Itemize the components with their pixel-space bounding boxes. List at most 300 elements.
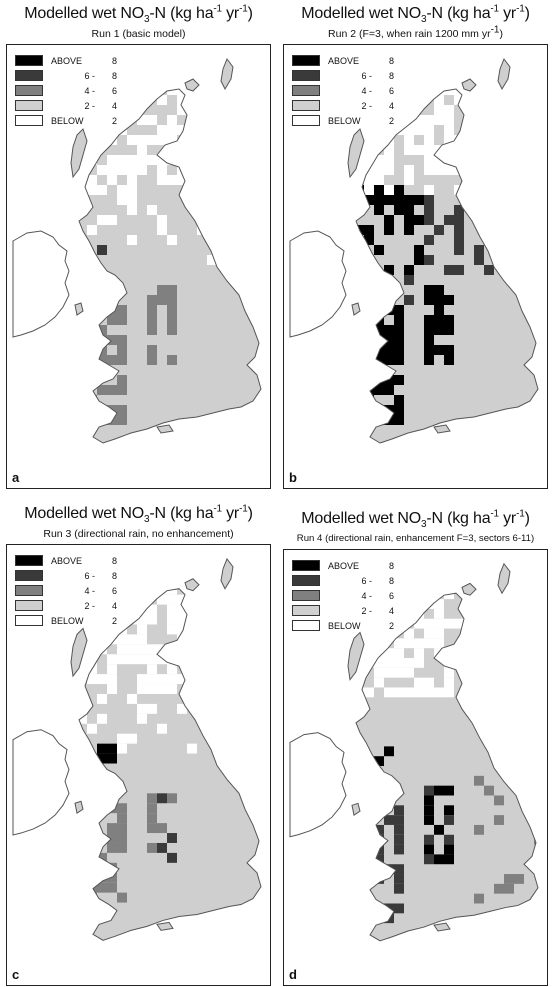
grid-cell — [414, 638, 424, 648]
grid-cell — [67, 704, 77, 714]
isle-of-man-coastline — [75, 801, 83, 813]
legend-value: 2 — [388, 620, 394, 631]
grid-cell — [354, 903, 364, 913]
grid-cell — [504, 115, 514, 125]
grid-cell — [404, 225, 414, 235]
grid-cell — [147, 355, 157, 365]
grid-cell — [117, 405, 127, 415]
grid-cell — [484, 215, 494, 225]
grid-cell — [434, 285, 444, 295]
grid-cell — [454, 658, 464, 668]
grid-cell — [424, 835, 434, 845]
grid-cell — [187, 135, 197, 145]
map-panel-b — [277, 0, 554, 493]
grid-cell — [257, 115, 267, 125]
grid-cell — [484, 165, 494, 175]
grid-cell — [197, 225, 207, 235]
legend-value: 6 — [111, 585, 117, 596]
grid-cell — [444, 835, 454, 845]
grid-cell — [107, 654, 117, 664]
grid-cell — [434, 115, 444, 125]
grid-cell — [344, 415, 354, 425]
grid-cell — [167, 315, 177, 325]
grid-cell — [257, 185, 267, 195]
grid-cell — [137, 634, 147, 644]
grid-cell — [534, 195, 544, 205]
grid-cell — [404, 105, 414, 115]
grid-cell — [504, 105, 514, 115]
grid-cell — [127, 585, 137, 595]
grid-cell — [364, 913, 374, 923]
grid-cell — [97, 744, 107, 754]
grid-cell — [247, 125, 257, 135]
grid-cell — [394, 687, 404, 697]
grid-cell — [484, 638, 494, 648]
grid-cell — [344, 913, 354, 923]
grid-cell — [464, 145, 474, 155]
grid-cell — [444, 845, 454, 855]
grid-cell — [127, 654, 137, 664]
grid-cell — [484, 155, 494, 165]
grid-cell — [107, 165, 117, 175]
grid-cell — [414, 195, 424, 205]
legend-label: 6 - — [361, 575, 372, 586]
grid-cell — [137, 145, 147, 155]
grid-cell — [494, 884, 504, 894]
grid-cell — [394, 325, 404, 335]
grid-cell — [77, 853, 87, 863]
grid-cell — [464, 678, 474, 688]
panel-letter: c — [12, 967, 20, 982]
grid-cell — [227, 605, 237, 615]
grid-cell — [474, 245, 484, 255]
legend-value: 4 — [111, 600, 117, 611]
grid-cell — [384, 215, 394, 225]
grid-cell — [217, 634, 227, 644]
legend-label: 4 - — [361, 590, 372, 601]
grid-cell — [247, 624, 257, 634]
grid-cell — [227, 684, 237, 694]
grid-cell — [197, 674, 207, 684]
grid-cell — [394, 405, 404, 415]
legend-label: 4 - — [361, 85, 372, 96]
grid-cell — [107, 315, 117, 325]
grid-cell — [87, 853, 97, 863]
grid-cell — [424, 155, 434, 165]
grid-cell — [424, 845, 434, 855]
grid-cell — [484, 658, 494, 668]
grid-cell — [514, 145, 524, 155]
legend-row — [292, 53, 394, 68]
grid-cell — [394, 185, 404, 195]
legend-value: 8 — [111, 555, 117, 566]
grid-cell — [424, 215, 434, 225]
grid-cell — [404, 175, 414, 185]
legend-swatch — [15, 600, 43, 611]
grid-cell — [374, 854, 384, 864]
grid-cell — [344, 845, 354, 855]
grid-cell — [227, 664, 237, 674]
grid-cell — [137, 684, 147, 694]
legend-value: 8 — [388, 560, 394, 571]
grid-cell — [394, 415, 404, 425]
grid-cell — [67, 205, 77, 215]
grid-cell — [117, 385, 127, 395]
grid-cell — [354, 874, 364, 884]
grid-cell — [167, 615, 177, 625]
grid-cell — [354, 884, 364, 894]
grid-cell — [534, 687, 544, 697]
grid-cell — [414, 678, 424, 688]
grid-cell — [494, 175, 504, 185]
grid-cell — [464, 95, 474, 105]
grid-cell — [147, 315, 157, 325]
grid-cell — [344, 225, 354, 235]
grid-cell — [414, 687, 424, 697]
grid-cell — [177, 654, 187, 664]
grid-cell — [454, 235, 464, 245]
grid-cell — [87, 395, 97, 405]
grid-cell — [524, 85, 534, 95]
grid-cell — [247, 585, 257, 595]
grid-cell — [484, 629, 494, 639]
grid-cell — [344, 395, 354, 405]
grid-cell — [514, 155, 524, 165]
grid-cell — [167, 115, 177, 125]
grid-cell — [384, 375, 394, 385]
grid-cell — [504, 678, 514, 688]
hebrides-coastline — [71, 628, 87, 676]
shetland-coastline — [498, 564, 510, 593]
grid-cell — [424, 165, 434, 175]
legend-value: 8 — [111, 70, 117, 81]
grid-cell — [534, 648, 544, 658]
grid-cell — [394, 668, 404, 678]
grid-cell — [197, 95, 207, 105]
legend-row — [292, 588, 394, 603]
legend-row — [15, 583, 117, 598]
grid-cell — [177, 674, 187, 684]
grid-cell — [484, 687, 494, 697]
grid-cell — [514, 85, 524, 95]
grid-cell — [534, 609, 544, 619]
grid-cell — [514, 638, 524, 648]
grid-cell — [394, 835, 404, 845]
grid-cell — [404, 205, 414, 215]
grid-cell — [404, 85, 414, 95]
grid-cell — [434, 619, 444, 629]
grid-cell — [227, 125, 237, 135]
grid-cell — [364, 385, 374, 395]
grid-cell — [514, 255, 524, 265]
grid-cell — [514, 105, 524, 115]
grid-cell — [157, 215, 167, 225]
legend-value: 4 — [388, 605, 394, 616]
grid-cell — [147, 803, 157, 813]
grid-cell — [424, 295, 434, 305]
grid-cell — [97, 863, 107, 873]
grid-cell — [237, 605, 247, 615]
grid-cell — [534, 185, 544, 195]
grid-cell — [514, 135, 524, 145]
grid-cell — [394, 825, 404, 835]
grid-cell — [534, 105, 544, 115]
grid-cell — [424, 185, 434, 195]
grid-cell — [167, 684, 177, 694]
grid-cell — [117, 185, 127, 195]
grid-cell — [494, 668, 504, 678]
grid-cell — [504, 638, 514, 648]
grid-cell — [434, 854, 444, 864]
grid-cell — [187, 595, 197, 605]
grid-cell — [157, 585, 167, 595]
grid-cell — [364, 825, 374, 835]
grid-cell — [354, 225, 364, 235]
grid-cell — [514, 678, 524, 688]
grid-cell — [484, 105, 494, 115]
legend-swatch — [292, 575, 320, 586]
grid-cell — [384, 145, 394, 155]
grid-cell — [237, 105, 247, 115]
grid-cell — [364, 305, 374, 315]
grid-cell — [524, 678, 534, 688]
grid-cell — [117, 634, 127, 644]
grid-cell — [514, 619, 524, 629]
grid-cell — [394, 815, 404, 825]
grid-cell — [117, 615, 127, 625]
grid-cell — [494, 145, 504, 155]
grid-cell — [354, 345, 364, 355]
grid-cell — [424, 795, 434, 805]
legend-label: 2 - — [84, 100, 95, 111]
grid-cell — [177, 634, 187, 644]
grid-cell — [434, 105, 444, 115]
grid-cell — [187, 175, 197, 185]
panel-letter: a — [12, 470, 20, 485]
legend-swatch — [292, 590, 320, 601]
legend-label: BELOW — [328, 115, 361, 126]
legend-label: BELOW — [328, 620, 361, 631]
grid-cell — [117, 605, 127, 615]
grid-cell — [227, 634, 237, 644]
grid-cell — [444, 815, 454, 825]
grid-cell — [354, 265, 364, 275]
grid-cell — [157, 125, 167, 135]
grid-cell — [117, 654, 127, 664]
grid-cell — [384, 345, 394, 355]
grid-cell — [494, 933, 504, 943]
legend-label: 6 - — [84, 570, 95, 581]
grid-cell — [247, 155, 257, 165]
grid-cell — [207, 175, 217, 185]
grid-cell — [484, 145, 494, 155]
grid-cell — [147, 684, 157, 694]
grid-cell — [207, 605, 217, 615]
grid-cell — [147, 295, 157, 305]
grid-cell — [394, 658, 404, 668]
grid-cell — [394, 638, 404, 648]
grid-cell — [237, 145, 247, 155]
grid-cell — [374, 678, 384, 688]
grid-cell — [187, 155, 197, 165]
legend-label: 4 - — [84, 85, 95, 96]
shetland-coastline — [221, 59, 233, 89]
grid-cell — [374, 355, 384, 365]
grid-cell — [484, 115, 494, 125]
grid-cell — [394, 335, 404, 345]
grid-cell — [77, 405, 87, 415]
grid-cell — [77, 315, 87, 325]
grid-cell — [444, 355, 454, 365]
grid-cell — [67, 912, 77, 922]
grid-cell — [97, 165, 107, 175]
grid-cell — [424, 678, 434, 688]
grid-cell — [524, 145, 534, 155]
ireland-coastline — [290, 733, 346, 837]
legend-row — [292, 603, 394, 618]
grid-cell — [444, 315, 454, 325]
grid-cell — [404, 125, 414, 135]
grid-cell — [444, 678, 454, 688]
legend-value: 6 — [388, 85, 394, 96]
grid-cell — [227, 654, 237, 664]
grid-cell — [107, 754, 117, 764]
grid-cell — [354, 325, 364, 335]
grid-cell — [117, 345, 127, 355]
grid-cell — [374, 165, 384, 175]
grid-cell — [97, 135, 107, 145]
grid-cell — [464, 658, 474, 668]
grid-cell — [474, 145, 484, 155]
legend-swatch — [15, 570, 43, 581]
grid-cell — [67, 335, 77, 345]
grid-cell — [504, 687, 514, 697]
grid-cell — [364, 365, 374, 375]
grid-cell — [504, 599, 514, 609]
grid-cell — [364, 648, 374, 658]
grid-cell — [344, 874, 354, 884]
legend — [292, 558, 394, 633]
grid-cell — [394, 648, 404, 658]
grid-cell — [127, 605, 137, 615]
grid-cell — [424, 589, 434, 599]
grid-cell — [207, 225, 217, 235]
legend-swatch — [292, 100, 320, 111]
grid-cell — [257, 135, 267, 145]
grid-cell — [464, 155, 474, 165]
grid-cell — [344, 205, 354, 215]
grid-cell — [384, 325, 394, 335]
grid-cell — [97, 185, 107, 195]
grid-cell — [444, 165, 454, 175]
legend-value: 8 — [388, 55, 394, 66]
grid-cell — [424, 315, 434, 325]
grid-cell — [474, 629, 484, 639]
grid-cell — [227, 95, 237, 105]
grid-cell — [247, 105, 257, 115]
grid-cell — [464, 668, 474, 678]
orkney-coastline — [462, 583, 476, 595]
grid-cell — [137, 644, 147, 654]
grid-cell — [77, 833, 87, 843]
grid-cell — [167, 295, 177, 305]
legend-swatch — [292, 55, 320, 66]
grid-cell — [504, 135, 514, 145]
grid-cell — [444, 265, 454, 275]
grid-cell — [117, 335, 127, 345]
grid-cell — [107, 674, 117, 684]
grid-cell — [494, 648, 504, 658]
grid-cell — [157, 684, 167, 694]
grid-cell — [434, 325, 444, 335]
map-frame — [6, 44, 271, 489]
legend-swatch — [15, 115, 43, 126]
grid-cell — [127, 175, 137, 185]
grid-cell — [484, 609, 494, 619]
grid-cell — [454, 225, 464, 235]
grid-cell — [217, 624, 227, 634]
grid-cell — [404, 638, 414, 648]
legend-value: 6 — [388, 590, 394, 601]
legend — [15, 53, 117, 128]
grid-cell — [147, 325, 157, 335]
grid-cell — [514, 165, 524, 175]
grid-cell — [504, 195, 514, 205]
grid-cell — [217, 155, 227, 165]
grid-cell — [424, 235, 434, 245]
grid-cell — [207, 145, 217, 155]
grid-cell — [474, 776, 484, 786]
grid-cell — [187, 185, 197, 195]
map-panel-a — [0, 0, 277, 493]
legend-swatch — [15, 100, 43, 111]
grid-cell — [67, 375, 77, 385]
grid-cell — [424, 325, 434, 335]
grid-cell — [167, 853, 177, 863]
grid-cell — [147, 664, 157, 674]
grid-cell — [107, 385, 117, 395]
grid-cell — [434, 629, 444, 639]
map-frame — [6, 544, 271, 986]
grid-cell — [97, 694, 107, 704]
grid-cell — [484, 265, 494, 275]
grid-cell — [117, 813, 127, 823]
panel-subtitle: Run 4 (directional rain, enhancement F=3, sectors 6-11) — [296, 533, 535, 544]
grid-cell — [67, 365, 77, 375]
grid-cell — [217, 684, 227, 694]
grid-cell — [394, 355, 404, 365]
grid-cell — [384, 648, 394, 658]
legend-label: ABOVE — [51, 555, 83, 566]
grid-cell — [344, 315, 354, 325]
grid-cell — [444, 619, 454, 629]
grid-cell — [117, 155, 127, 165]
grid-cell — [197, 105, 207, 115]
grid-cell — [384, 155, 394, 165]
grid-cell — [514, 589, 524, 599]
legend — [15, 553, 117, 628]
legend-row — [15, 568, 117, 583]
grid-cell — [87, 405, 97, 415]
legend-swatch — [292, 560, 320, 571]
legend-row — [292, 573, 394, 588]
grid-cell — [257, 634, 267, 644]
grid-cell — [157, 135, 167, 145]
grid-cell — [157, 225, 167, 235]
grid-cell — [97, 674, 107, 684]
grid-cell — [107, 843, 117, 853]
grid-cell — [117, 833, 127, 843]
